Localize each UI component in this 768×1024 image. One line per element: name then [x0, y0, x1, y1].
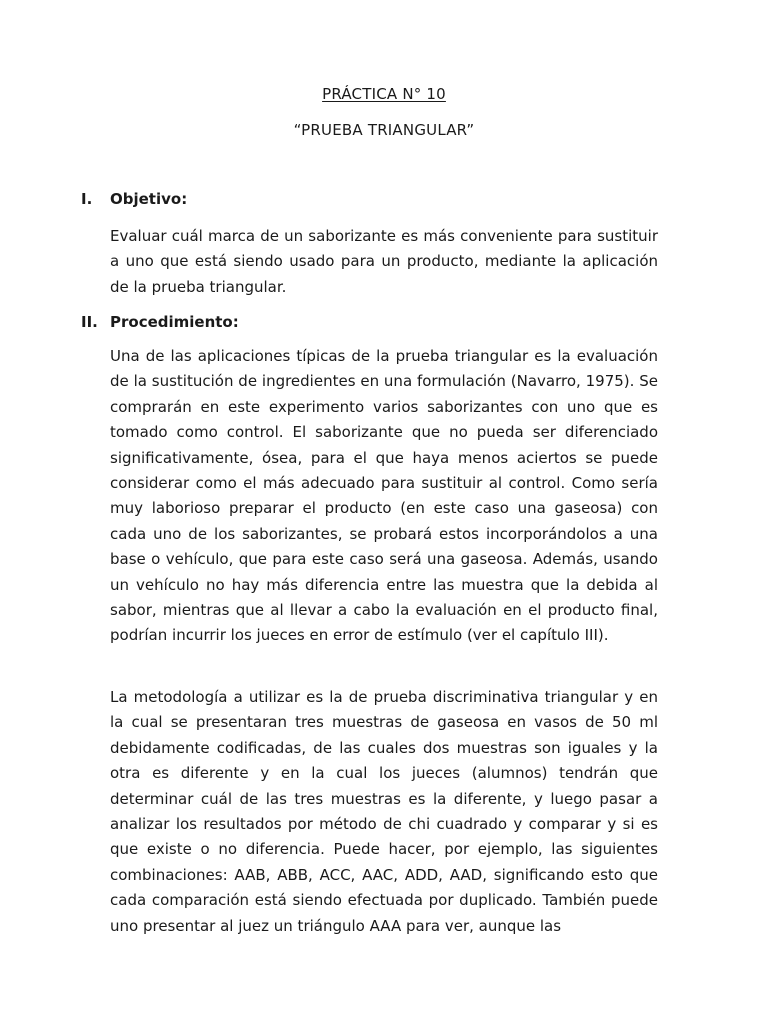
paragraph-objetivo: Evaluar cuál marca de un saborizante es más conveniente para sustituir a uno que está siendo usado para un producto, mediante la aplicación de la prueba triangular. [110, 227, 658, 296]
paragraph-procedimiento-1: Una de las aplicaciones típicas de la prueba triangular es la evaluación de la sustitución de ingredientes en una formulación (Navarro, 1975). Se comprarán en este experimento varios saborizantes con uno que es tomado como control. El saborizante que no pueda ser diferenciado significativamente, ósea, para el que haya menos aciertos se puede considerar como el más adecuado para sustituir al control. Como sería muy laborioso preparar el producto (en este caso una gaseosa) con cada uno de los saborizantes, se probará estos incorporándolos a una base o vehículo, que para este caso será una gaseosa. Además, usando un vehículo no hay más diferencia entre las muestra que la debida al sabor, mientras que al llevar a cabo la evaluación en el producto final, podrían incurrir los jueces en error de estímulo (ver el capítulo III). [110, 347, 658, 645]
document-title: PRÁCTICA N° 10 [322, 85, 446, 103]
section-heading-text: Procedimiento: [110, 313, 239, 331]
section-number: I. [81, 190, 93, 208]
document-subtitle: “PRUEBA TRIANGULAR” [293, 121, 475, 139]
paragraph-procedimiento-2: La metodología a utilizar es la de prueba discriminativa triangular y en la cual se presentaran tres muestras de gaseosa en vasos de 50 ml debidamente codificadas, de las cuales dos muestras son iguales y la otra es diferente y en la cual los jueces (alumnos) tendrán que determinar cuál de las tres muestras es la diferente, y luego pasar a analizar los resultados por método de chi cuadrado y comparar y si es que existe o no diferencia. Puede hacer, por ejemplo, las siguientes combinaciones: AAB, ABB, ACC, AAC, ADD, AAD, significando esto que cada comparación está siendo efectuada por duplicado. También puede uno presentar al juez un triángulo AAA para ver, aunque las [110, 688, 658, 935]
section-number: II. [81, 313, 98, 331]
section-heading-objetivo [81, 190, 187, 208]
section-heading-text: Objetivo: [110, 190, 188, 208]
section-heading-procedimiento [81, 313, 239, 331]
